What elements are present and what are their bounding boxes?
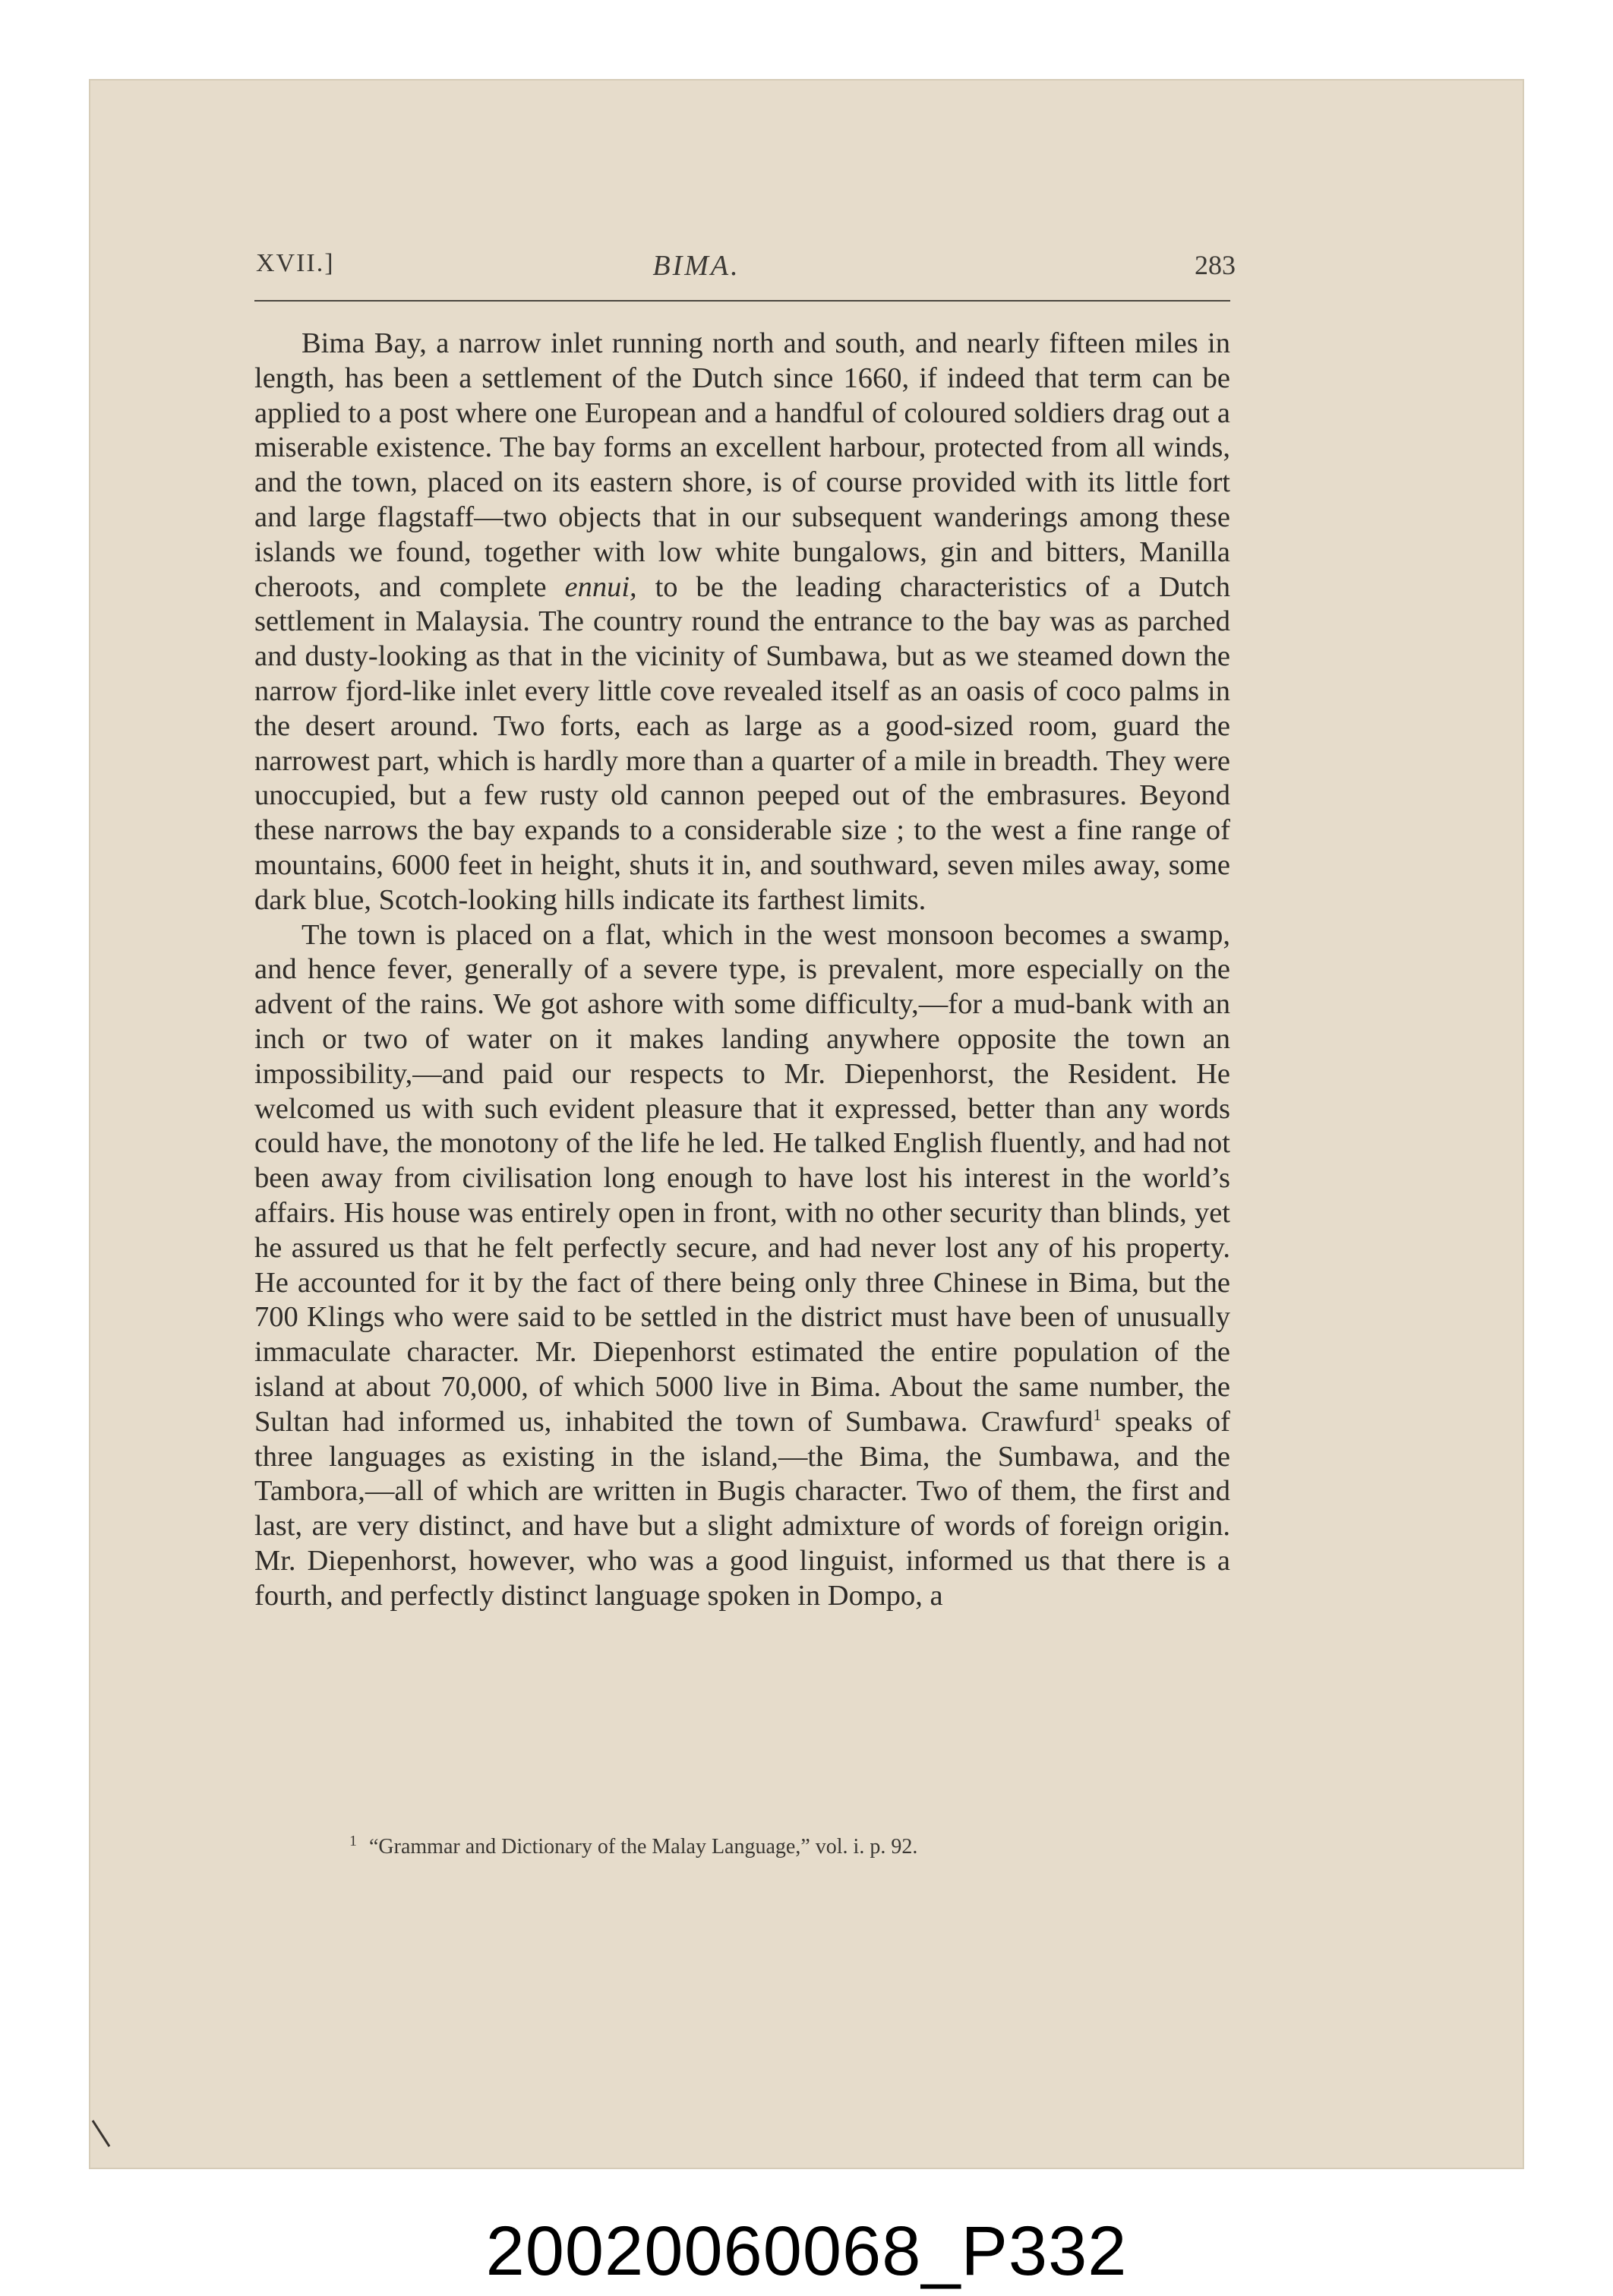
italic-word: ennui, [564,570,637,603]
paragraph [254,918,1230,1614]
chapter-number: XVII.] [256,249,335,277]
footnote [349,1834,1230,1860]
running-title: BIMA. [652,250,740,282]
edge-mark-icon [91,2119,112,2149]
paragraph-text: The town is placed on a flat, which in the west monsoon becomes a swamp, and hence fever, generally of a severe type, is prevalent, more especially on the advent of the rains. We got ashore with some difficulty,—for a mud-bank with an inch or two of water on it makes landing anywhere opposite the town an impossibility,—and paid our respects to Mr. Diepenhorst, the Resident. He welcomed us with such evident pleasure that it expressed, better than any words could have, the monotony of the life he led. He talked English fluently, and had not been away from civilisation long enough to have lost his interest in the world’s affairs. His house was entirely open in front, with no other security than blinds, yet he assured us that he felt perfectly secure, and had never lost any of his property. He accounted for it by the fact of there being only three Chinese in Bima, but the 700 Klings who were said to be settled in the district must have been of unusually immaculate character. Mr. Diepenhorst estimated the entire population of the island at about 70,000, of which 5000 live in Bima. About the same number, the Sultan had informed us, inhabited the town of Sumbawa. Crawfurd [254,918,1230,1438]
page-number: 283 [1195,250,1236,280]
paragraph-text: Bima Bay, a narrow inlet running north and south, and nearly fifteen miles in length, has been a settlement of the Dutch since 1660, if indeed that term can be applied to a post where one European and a handful of coloured soldiers drag out a miserable existence. The bay forms an excellent harbour, protected from all winds, and the town, placed on its eastern shore, is of course provided with its little fort and large flagstaff—two objects that in our subsequent wanderings among these islands we found, together with low white bungalows, gin and bitters, Manilla cheroots, and complete [254,327,1230,603]
footnote-marker: 1 [349,1833,357,1849]
paragraph [254,327,1230,918]
paragraph-text: speaks of three languages as existing in the island,—the Bima, the Sumbawa, and the Tambora,—all of which are written in Bugis character. Two of them, the first and last, are very distinct, and have but a slight admixture of words of foreign origin. Mr. Diepenhorst, however, who was a good linguist, informed us that there is a fourth, and perfectly distinct language spoken in Dompo, a [254,1405,1230,1612]
page-body [254,327,1230,1613]
footnote-text: “Grammar and Dictionary of the Malay Language,” vol. i. p. 92. [369,1835,918,1859]
running-header [165,249,1236,292]
footnote-reference[interactable]: 1 [1093,1404,1102,1424]
image-identifier: 20020060068_P332 [485,2212,1128,2290]
header-rule [254,300,1230,302]
paragraph-text: to be the leading characteristics of a Dutch settlement in Malaysia. The country round the entrance to the bay was as parched and dusty-looking as that in the vicinity of Sumbawa, but as we steamed down the narrow fjord-like inlet every little cove revealed itself as an oasis of coco palms in the desert around. Two forts, each as large as a good-sized room, guard the narrowest part, which is hardly more than a quarter of a mile in breadth. They were unoccupied, but a few rusty old cannon peeped out of the embrasures. Beyond these narrows the bay expands to a considerable size ; to the west a fine range of mountains, 6000 feet in height, shuts it in, and southward, seven miles away, some dark blue, Scotch-looking hills indicate its farthest limits. [254,570,1231,916]
